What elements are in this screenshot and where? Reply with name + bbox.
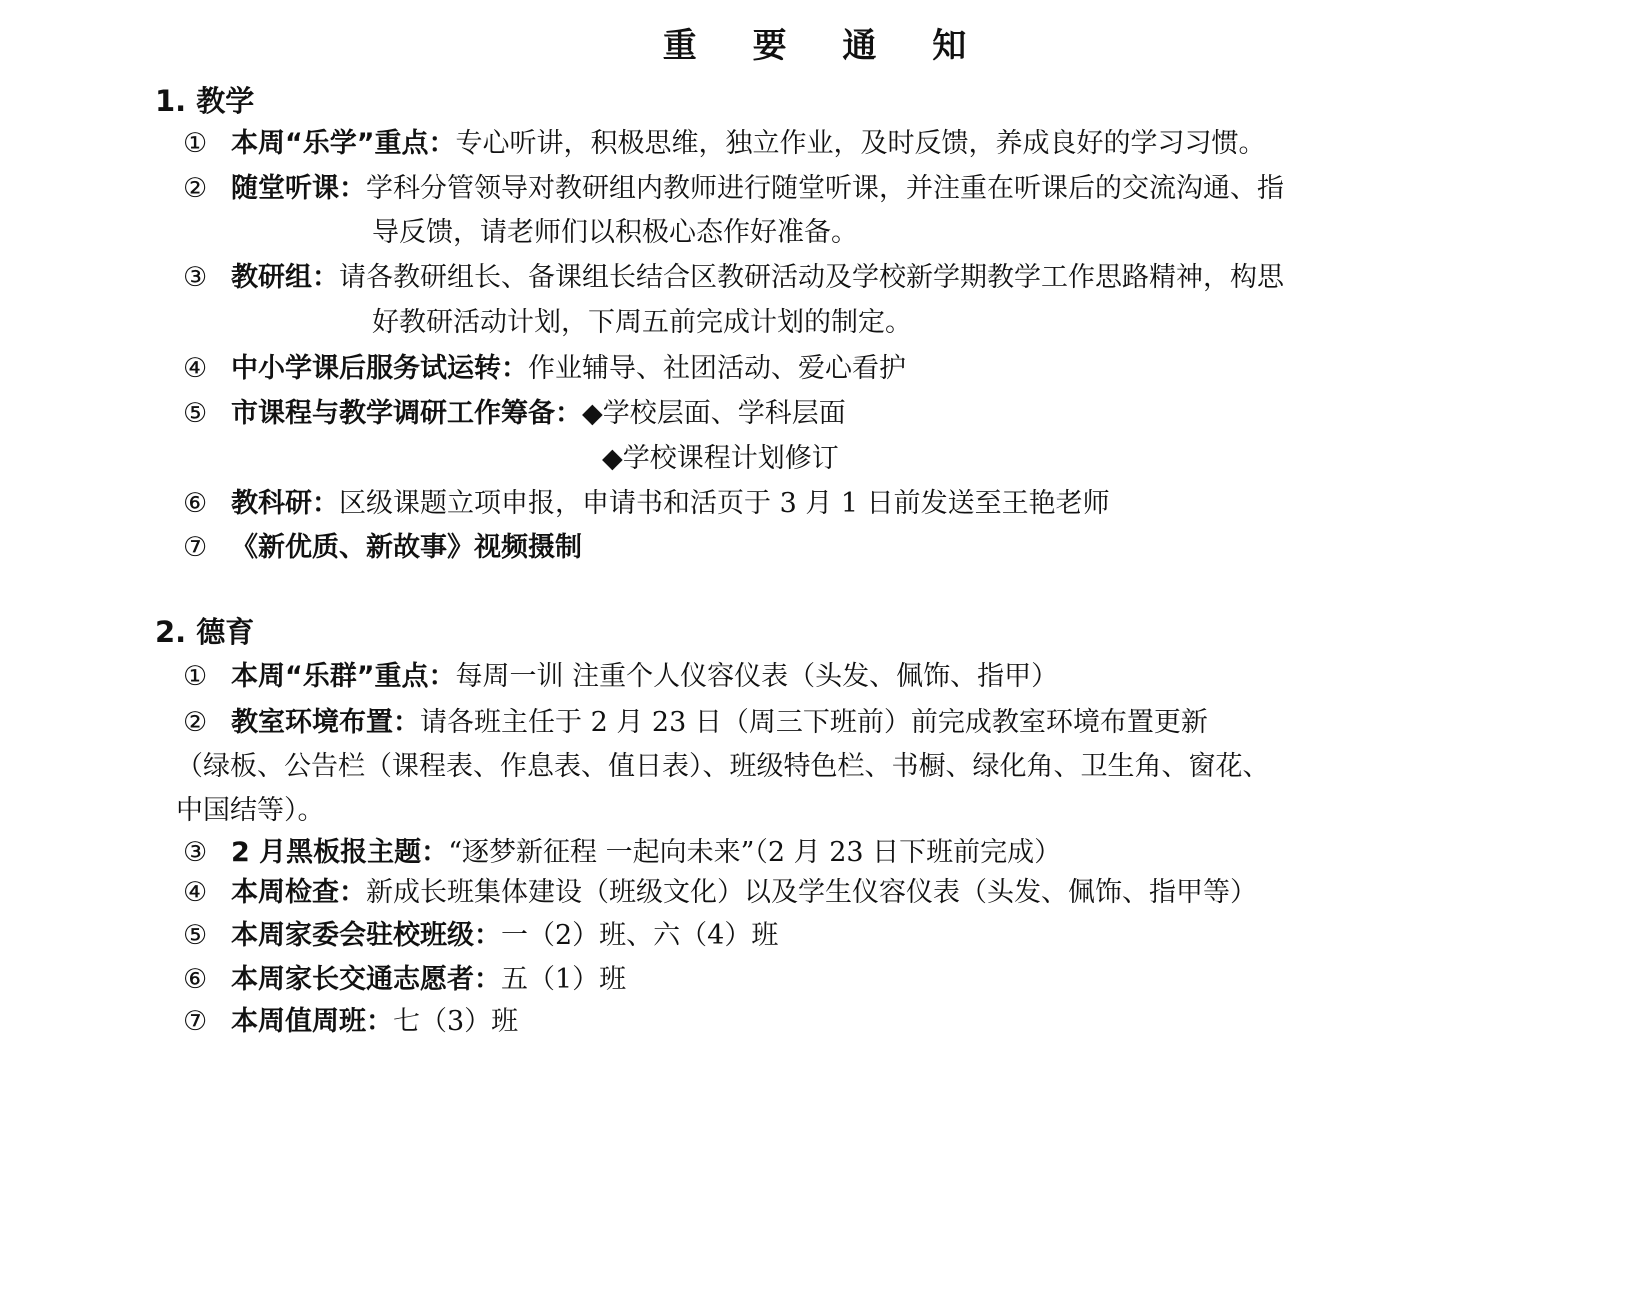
item-label: 教室环境布置： [231,707,420,738]
item-text: 新成长班集体建设（班级文化）以及学生仪容仪表（头发、佩饰、指甲等） [366,877,1257,908]
item-text: 每周一训 注重个人仪容仪表（头发、佩饰、指甲） [455,661,1059,692]
item-text: 区级课题立项申报，申请书和活页于 3 月 1 日前发送至王艳老师 [339,488,1110,519]
list-item [183,531,582,565]
list-item [183,352,906,386]
item-label: 本周值周班： [231,1006,393,1037]
item-label: 本周家委会驻校班级： [231,920,501,951]
item-continuation: 好教研活动计划，下周五前完成计划的制定。 [372,307,912,338]
list-item [183,127,1266,161]
list-item [183,876,1257,910]
item-continuation: ◆学校课程计划修订 [602,443,839,474]
item-text: 请各班主任于 2 月 23 日（周三下班前）前完成教室环境布置更新 [420,707,1208,738]
item-text: 学科分管领导对教研组内教师进行随堂听课，并注重在听课后的交流沟通、指 [366,173,1284,204]
item-number: ② [183,707,208,738]
item-number: ⑤ [183,920,208,951]
item-number: ③ [183,837,208,868]
item-text: “逐梦新征程 一起向未来”（2 月 23 日下班前完成） [448,837,1062,868]
item-text: 五（1）班 [501,964,627,995]
item-label: 2 月黑板报主题： [231,837,449,868]
item-label: 本周家长交通志愿者： [231,964,501,995]
list-item [183,919,778,953]
item-number: ④ [183,353,208,384]
item-label: 随堂听课： [231,173,366,204]
list-item [183,1005,518,1039]
list-item [183,172,1284,206]
item-text: 专心听讲，积极思维，独立作业，及时反馈，养成良好的学习习惯。 [455,128,1266,159]
item-label: 《新优质、新故事》视频摄制 [231,532,582,563]
item-number: ⑥ [183,488,208,519]
item-label: 本周“乐群”重点： [231,661,456,692]
item-number: ⑦ [183,532,208,563]
item-number: ③ [183,262,208,293]
item-number: ⑥ [183,964,208,995]
list-item [183,660,1058,694]
item-label: 本周检查： [231,877,366,908]
item-text: ◆学校层面、学科层面 [582,398,846,429]
item-number: ④ [183,877,208,908]
item-number: ① [183,661,208,692]
item-label: 教研组： [231,262,339,293]
item-text: 七（3）班 [393,1006,519,1037]
item-continuation: （绿板、公告栏（课程表、作息表、值日表）、班级特色栏、书橱、绿化角、卫生角、窗花、 [176,751,1270,782]
item-number: ⑦ [183,1006,208,1037]
list-item [183,487,1110,521]
item-label: 中小学课后服务试运转： [231,353,528,384]
item-label: 本周“乐学”重点： [231,128,456,159]
page-title: 重 要 通 知 [662,26,989,66]
item-text: 一（2）班、六（4）班 [501,920,779,951]
item-label: 教科研： [231,488,339,519]
list-item [183,397,846,431]
list-item [183,706,1208,740]
section-heading-moral-education: 2. 德育 [155,615,255,649]
item-text: 请各教研组长、备课组长结合区教研活动及学校新学期教学工作思路精神，构思 [339,262,1284,293]
item-continuation: 中国结等）。 [176,795,325,826]
item-text: 作业辅导、社团活动、爱心看护 [528,353,906,384]
item-number: ⑤ [183,398,208,429]
list-item [183,963,626,997]
item-label: 市课程与教学调研工作筹备： [231,398,582,429]
section-heading-teaching: 1. 教学 [155,84,255,118]
list-item [183,261,1284,295]
item-number: ② [183,173,208,204]
list-item [183,836,1061,870]
item-number: ① [183,128,208,159]
item-continuation: 导反馈，请老师们以积极心态作好准备。 [372,217,858,248]
